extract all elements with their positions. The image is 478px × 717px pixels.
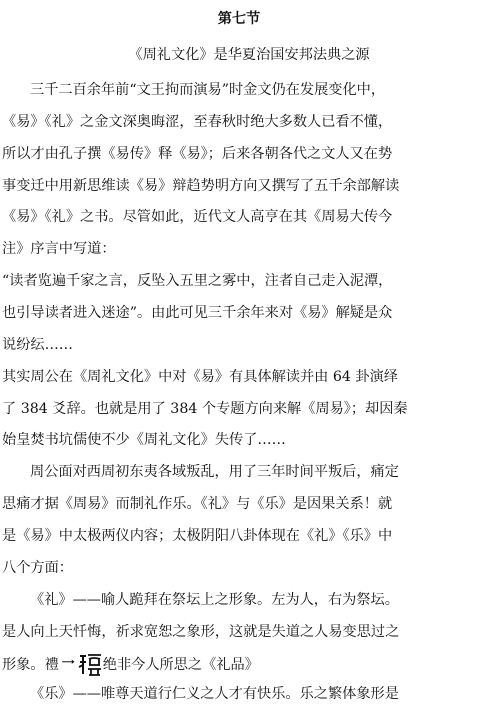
arrow-icon bbox=[59, 658, 77, 672]
paragraph-line: 《乐》——唯尊天道行仁义之人才有快乐。乐之繁体象形是 bbox=[30, 686, 399, 702]
paragraph-line: 了 384 爻辞。也就是用了 384 个专题方向来解《周易》；却因秦 bbox=[2, 401, 408, 417]
paragraph-line: 八个方面： bbox=[2, 560, 73, 576]
section-subtitle: 《周礼文化》是华夏治国安邦法典之源 bbox=[128, 47, 370, 63]
ancient-li-character-icon bbox=[77, 652, 103, 678]
paragraph-line: 三千二百余年前“文王拘而演易”时金文仍在发展变化中， bbox=[30, 82, 386, 98]
paragraph-line: 是《易》中太极两仪内容；太极阴阳八卦体现在《礼》《乐》中 bbox=[2, 528, 393, 544]
paragraph-line: 事变迁中用新思维读《易》辩趋势明方向又撰写了五千余部解读 bbox=[2, 178, 400, 194]
paragraph-line: 所以才由孔子撰《易传》释《易》；后来各朝各代之文人又在势 bbox=[2, 146, 393, 162]
glyph-line-text-end: 绝非今人所思之《礼品》 bbox=[102, 657, 259, 673]
quote-line: 也引导读者进入迷途”。由此可见三千余年来对《易》解疑是众 bbox=[2, 305, 393, 321]
paragraph-line: 《易》《礼》之书。尽管如此，近代文人高亨在其《周易大传今 bbox=[2, 209, 393, 225]
paragraph-line: 《礼》——喻人跪拜在祭坛上之形象。左为人，右为祭坛。 bbox=[30, 592, 399, 608]
paragraph-line: 始皇焚书坑儒使不少《周礼文化》失传了…… bbox=[2, 432, 286, 448]
quote-line: “读者览遍千家之言，反坠入五里之雾中，注者自己走入泥潭， bbox=[2, 273, 393, 289]
paragraph-line: 注》序言中写道： bbox=[2, 241, 116, 257]
paragraph-line: 说纷纭…… bbox=[2, 337, 73, 353]
paragraph-line: 其实周公在《周礼文化》中对《易》有具体解读并由 64 卦演绎 bbox=[2, 369, 398, 385]
paragraph-line: 《易》《礼》之金文深奥晦涩，至春秋时绝大多数人已看不懂， bbox=[2, 114, 393, 130]
paragraph-line: 是人向上天忏悔，祈求宽恕之象形，这就是失道之人易变思过之 bbox=[2, 624, 400, 640]
paragraph-line: 思痛才据《周易》而制礼作乐。《礼》与《乐》是因果关系！就 bbox=[2, 496, 393, 512]
paragraph-line: 周公面对西周初东夷各域叛乱，用了三年时间平叛后，痛定 bbox=[30, 464, 399, 480]
section-heading: 第七节 bbox=[217, 11, 261, 27]
paragraph-line-with-glyph bbox=[2, 652, 478, 678]
glyph-line-text: 形象。禮 bbox=[2, 657, 59, 673]
